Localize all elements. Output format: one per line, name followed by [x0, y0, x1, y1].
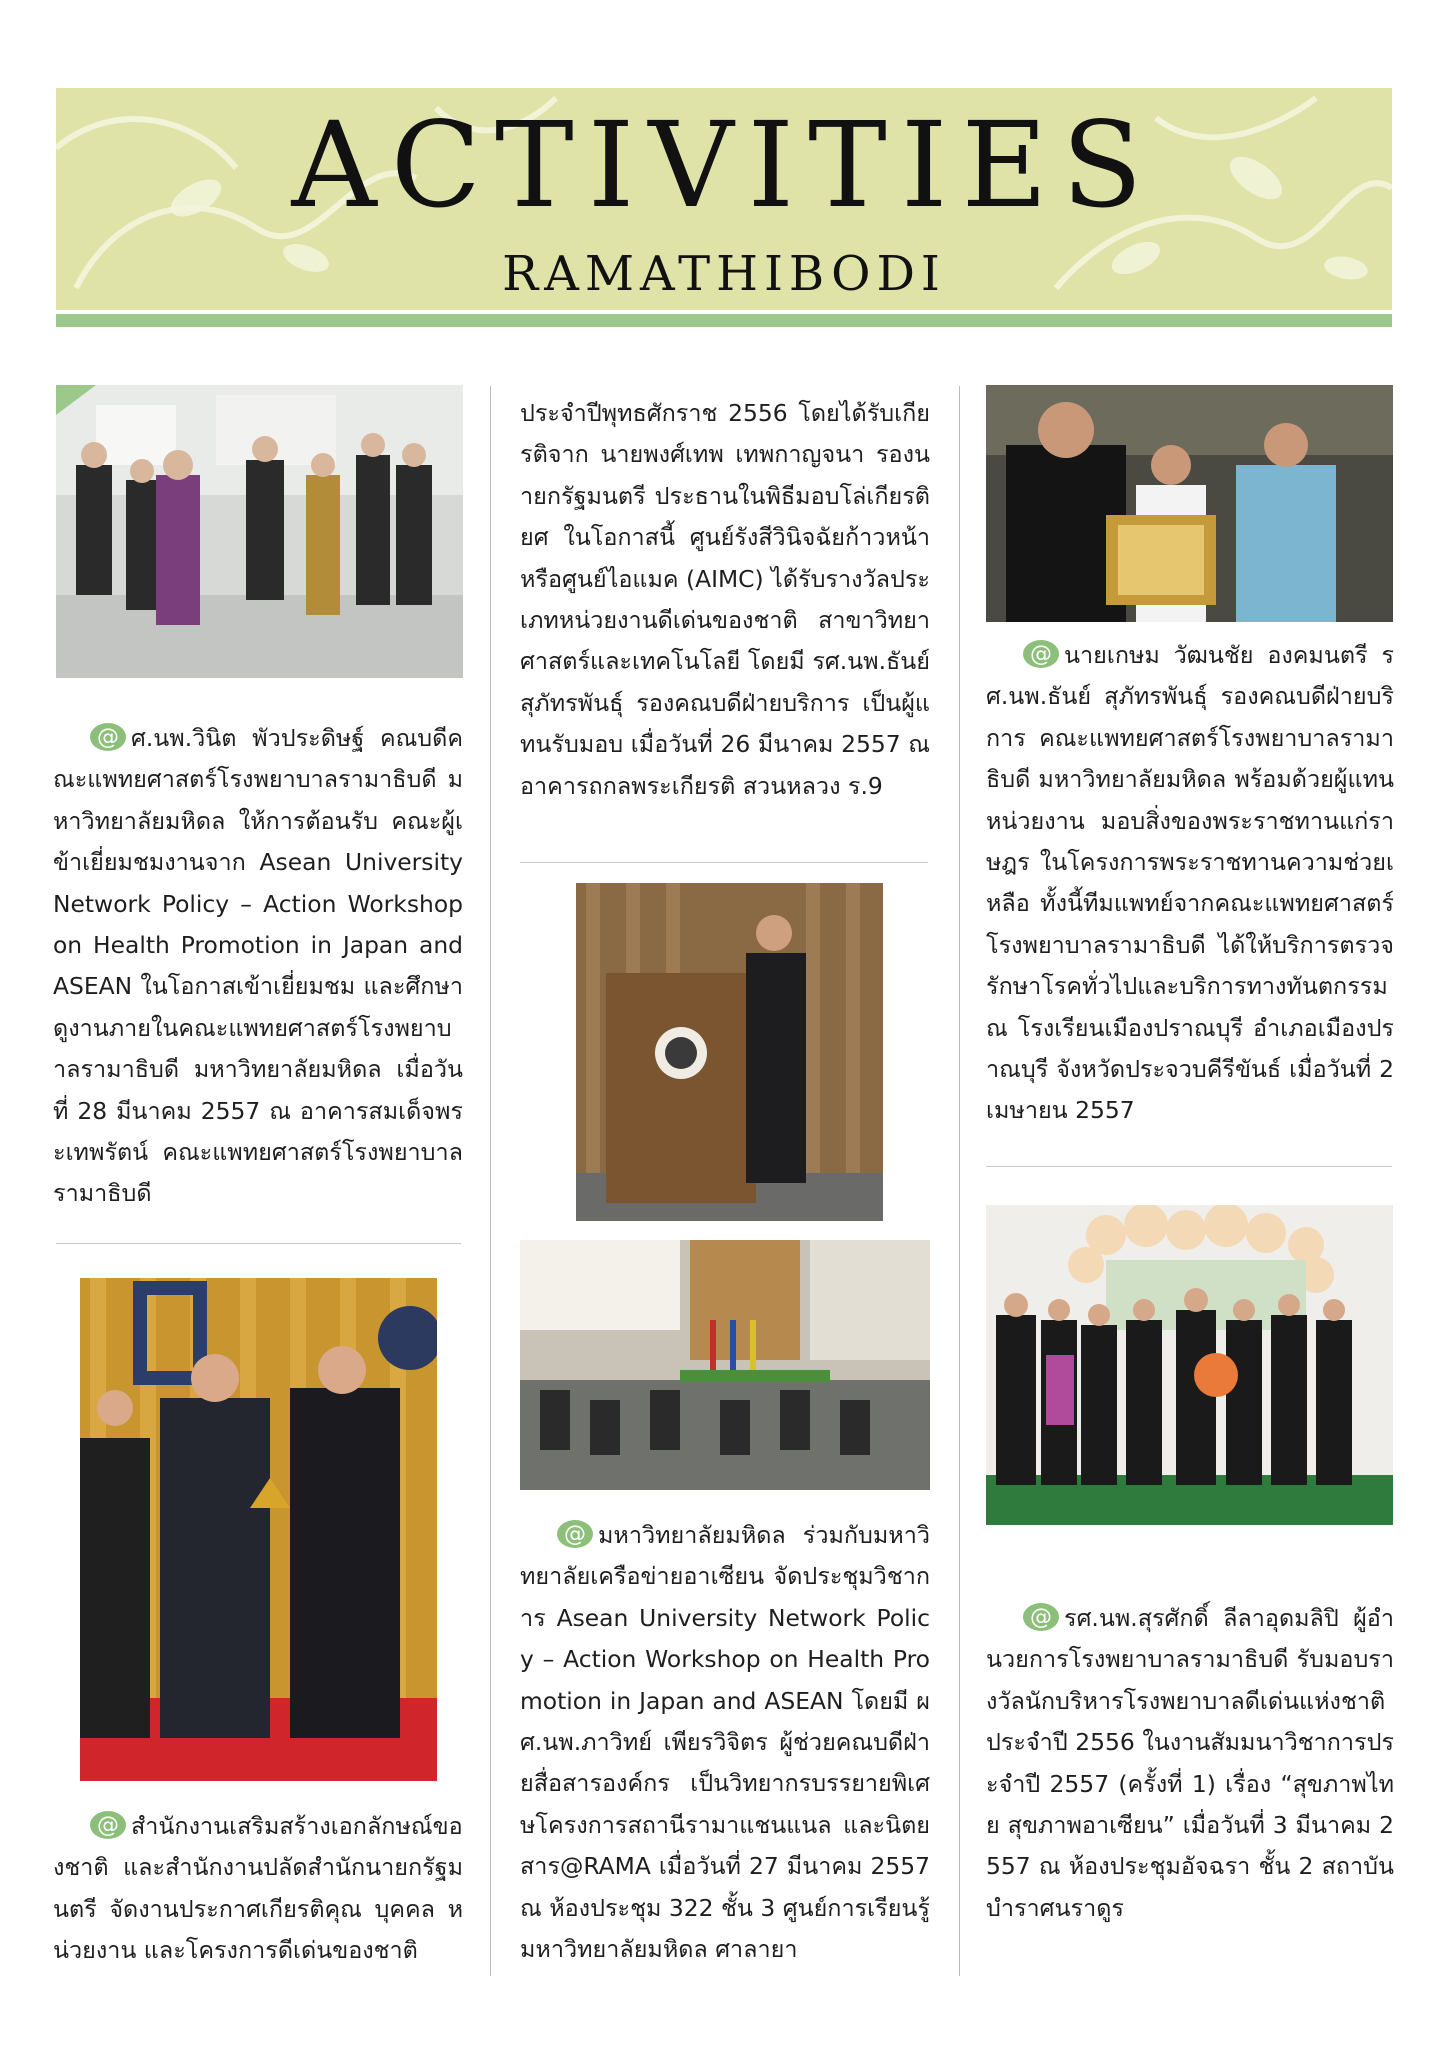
at-sign-leaf-icon: [89, 1810, 127, 1840]
article-5-text: รศ.นพ.สุรศักดิ์ ลีลาอุดมลิปิ ผู้อำนวยการโรงพยาบาลรามาธิบดี รับมอบรางวัลนักบริหารโรงพยาบาลดีเด่นแห่งชาติ ประจำปี 2556 ในงานสัมมนาวิชาการประจำปี 2557 (ครั้งที่ 1) เรื่อง “สุขภาพไทย สุขภาพอาเซียน” เมื่อวันที่ 3 มีนาคม 2557 ณ ห้องประชุมอัจฉรา ชั้น 2 สถาบันบำราศนราดูร: [986, 1604, 1394, 1922]
svg-text:@: @: [564, 1522, 586, 1547]
photo-lecturer-podium: [576, 883, 883, 1221]
at-sign-leaf-icon: [89, 722, 127, 752]
article-2-text: สำนักงานเสริมสร้างเอกลักษณ์ของชาติ และสำนักงานปลัดสำนักนายกรัฐมนตรี จัดงานประกาศเกียรติคุณ บุคคล หน่วยงาน และโครงการดีเด่นของชาติ: [53, 1812, 463, 1965]
svg-text:@: @: [97, 1813, 119, 1838]
article-2-continued-text: ประจำปีพุทธศักราช 2556 โดยได้รับเกียรติจาก นายพงศ์เทพ เทพกาญจนา รองนายกรัฐมนตรี ประธานในพิธีมอบโล่เกียรติยศ ในโอกาสนี้ ศูนย์รังสีวินิจฉัยก้าวหน้าหรือศูนย์ไอแมค (AIMC) ได้รับรางวัลประเภทหน่วยงานดีเด่นของชาติ สาขาวิทยาศาสตร์และเทคโนโลยี โดยมี รศ.นพ.ธันย์ สุภัทรพันธุ์ รองคณบดีฝ่ายบริการ เป็นผู้แทนรับมอบ เมื่อวันที่ 26 มีนาคม 2557 ณ อาคารถกลพระเกียรติ สวนหลวง ร.9: [520, 399, 930, 800]
svg-text:@: @: [1030, 1605, 1052, 1630]
article-3: [520, 1515, 930, 1970]
photo-group-award: [986, 1205, 1393, 1525]
photo-royal-donation: [986, 385, 1393, 622]
column-divider: [490, 386, 491, 1976]
article-4-text: นายเกษม วัฒนชัย องคมนตรี รศ.นพ.ธันย์ สุภัทรพันธุ์ รองคณบดีฝ่ายบริการ คณะแพทยศาสตร์โรงพยาบาลรามาธิบดี มหาวิทยาลัยมหิดล พร้อมด้วยผู้แทนหน่วยงาน มอบสิ่งของพระราชทานแก่ราษฎร ในโครงการพระราชทานความช่วยเหลือ ทั้งนี้ทีมแพทย์จากคณะแพทยศาสตร์โรงพยาบาลรามาธิบดี ได้ให้บริการตรวจรักษาโรคทั่วไปและบริการทางทันตกรรม ณ โรงเรียนเมืองปราณบุรี อำเภอเมืองปราณบุรี จังหวัดประจวบคีรีขันธ์ เมื่อวันที่ 2 เมษายน 2557: [986, 641, 1394, 1125]
article-1: [53, 718, 463, 1215]
photo-visitors-tour: [56, 385, 463, 678]
article-1-text: ศ.นพ.วินิต พัวประดิษฐ์ คณบดีคณะแพทยศาสตร์โรงพยาบาลรามาธิบดี มหาวิทยาลัยมหิดล ให้การต้อนรับ คณะผู้เข้าเยี่ยมชมงานจาก Asean University Network Policy – Action Workshop on Health Promotion in Japan and ASEAN ในโอกาสเข้าเยี่ยมชม และศึกษาดูงานภายในคณะแพทยศาสตร์โรงพยาบาลรามาธิบดี มหาวิทยาลัยมหิดล เมื่อวันที่ 28 มีนาคม 2557 ณ อาคารสมเด็จพระเทพรัตน์ คณะแพทยศาสตร์โรงพยาบาลรามาธิบดี: [53, 724, 463, 1208]
svg-text:@: @: [1030, 642, 1052, 667]
article-2-continued: [520, 393, 930, 807]
section-divider: [56, 1243, 461, 1244]
section-divider: [520, 862, 928, 863]
column-divider: [959, 386, 960, 1976]
article-3-text: มหาวิทยาลัยมหิดล ร่วมกับมหาวิทยาลัยเครือข่ายอาเซียน จัดประชุมวิชาการ Asean University Network Policy – Action Workshop on Health Promotion in Japan and ASEAN โดยมี ผศ.นพ.ภาวิทย์ เพียรวิจิตร ผู้ช่วยคณบดีฝ่ายสื่อสารองค์กร เป็นวิทยากรบรรยายพิเศษโครงการสถานีรามาแชนแนล และนิตยสาร@RAMA เมื่อวันที่ 27 มีนาคม 2557 ณ ห้องประชุม 322 ชั้น 3 ศูนย์การเรียนรู้ มหาวิทยาลัยมหิดล ศาลายา: [520, 1521, 930, 1964]
svg-text:@: @: [97, 725, 119, 750]
at-sign-leaf-icon: [556, 1519, 594, 1549]
section-divider: [986, 1166, 1392, 1167]
article-2: [53, 1806, 463, 1972]
at-sign-leaf-icon: [1022, 639, 1060, 669]
page-subtitle: RAMATHIBODI: [502, 246, 946, 302]
photo-conference-hall: [520, 1240, 930, 1490]
header-banner: [56, 88, 1392, 310]
article-4: [986, 635, 1394, 1132]
article-5: [986, 1598, 1394, 1929]
at-sign-leaf-icon: [1022, 1602, 1060, 1632]
photo-award-ceremony: [80, 1278, 437, 1781]
banner-underline: [56, 314, 1392, 327]
page-title: ACTIVITIES: [291, 96, 1157, 234]
